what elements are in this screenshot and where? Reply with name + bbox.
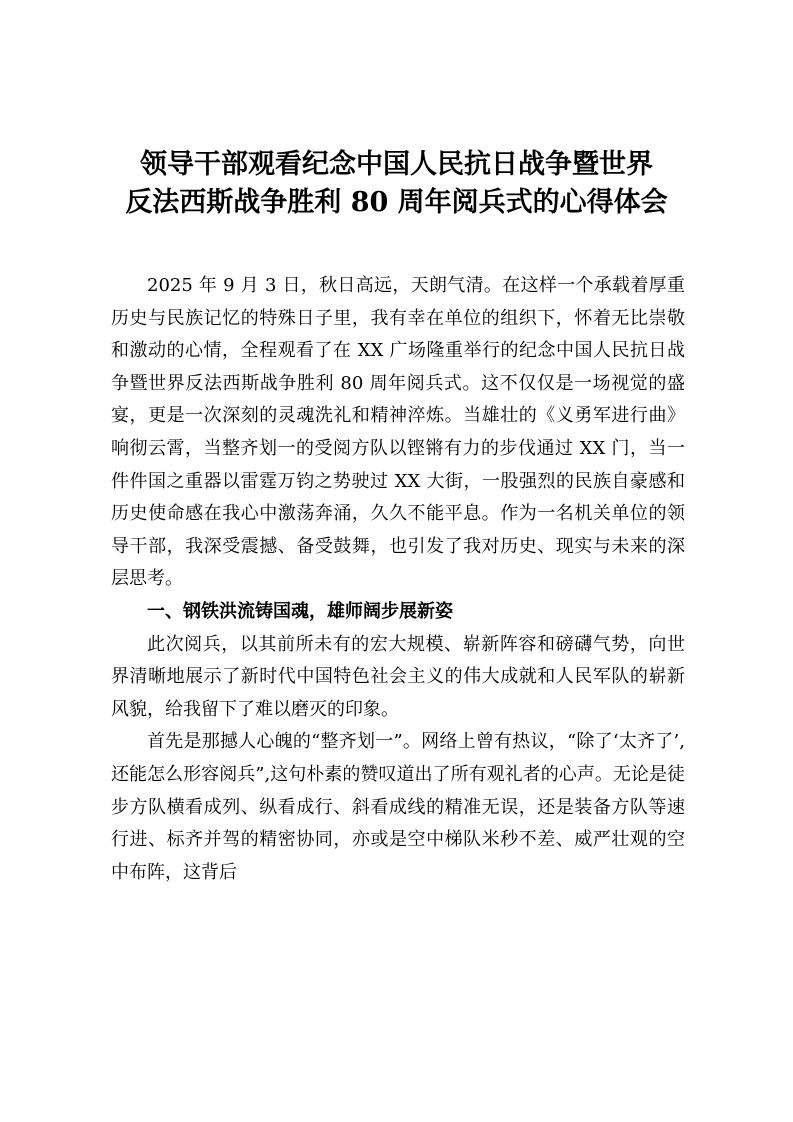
- title-line-1: 领导干部观看纪念中国人民抗日战争暨世界: [140, 149, 653, 180]
- document-body: [111, 270, 685, 889]
- paragraph-3: 首先是那撼人心魄的“整齐划一”。网络上曾有热议，“除了‘太齐了’,还能怎么形容阅兵”,这句朴素的赞叹道出了所有观礼者的心声。无论是徒步方队横看成列、纵看成行、斜看成线的精准无误，还是装备方队等速行进、标齐并驾的精密协同，亦或是空中梯队米秒不差、威严壮观的空中布阵，这背后: [111, 731, 685, 883]
- document-title: [0, 146, 793, 222]
- intro-paragraph: 2025 年 9 月 3 日，秋日高远，天朗气清。在这样一个承载着厚重历史与民族记忆的特殊日子里，我有幸在单位的组织下，怀着无比崇敬和激动的心情，全程观看了在 XX 广场隆重举行的纪念中国人民抗日战争暨世界反法西斯战争胜利 80 周年阅兵式。这不仅仅是一场视觉的盛宴，更是一次深刻的灵魂洗礼和精神淬炼。当雄壮的《义勇军进行曲》响彻云霄，当整齐划一的受阅方队以铿锵有力的步伐通过 XX 门，当一件件国之重器以雷霆万钧之势驶过 XX 大街，一股强烈的民族自豪感和历史使命感在我心中激荡奔涌，久久不能平息。作为一名机关单位的领导干部，我深受震撼、备受鼓舞，也引发了我对历史、现实与未来的深层思考。: [111, 275, 685, 590]
- section-heading-1: 一、钢铁洪流铸国魂，雄师阔步展新姿: [147, 600, 453, 622]
- paragraph-2: 此次阅兵，以其前所未有的宏大规模、崭新阵容和磅礴气势，向世界清晰地展示了新时代中国特色社会主义的伟大成就和人民军队的崭新风貌，给我留下了难以磨灭的印象。: [111, 633, 685, 720]
- title-line-2: 反法西斯战争胜利 80 周年阅兵式的心得体会: [125, 187, 668, 218]
